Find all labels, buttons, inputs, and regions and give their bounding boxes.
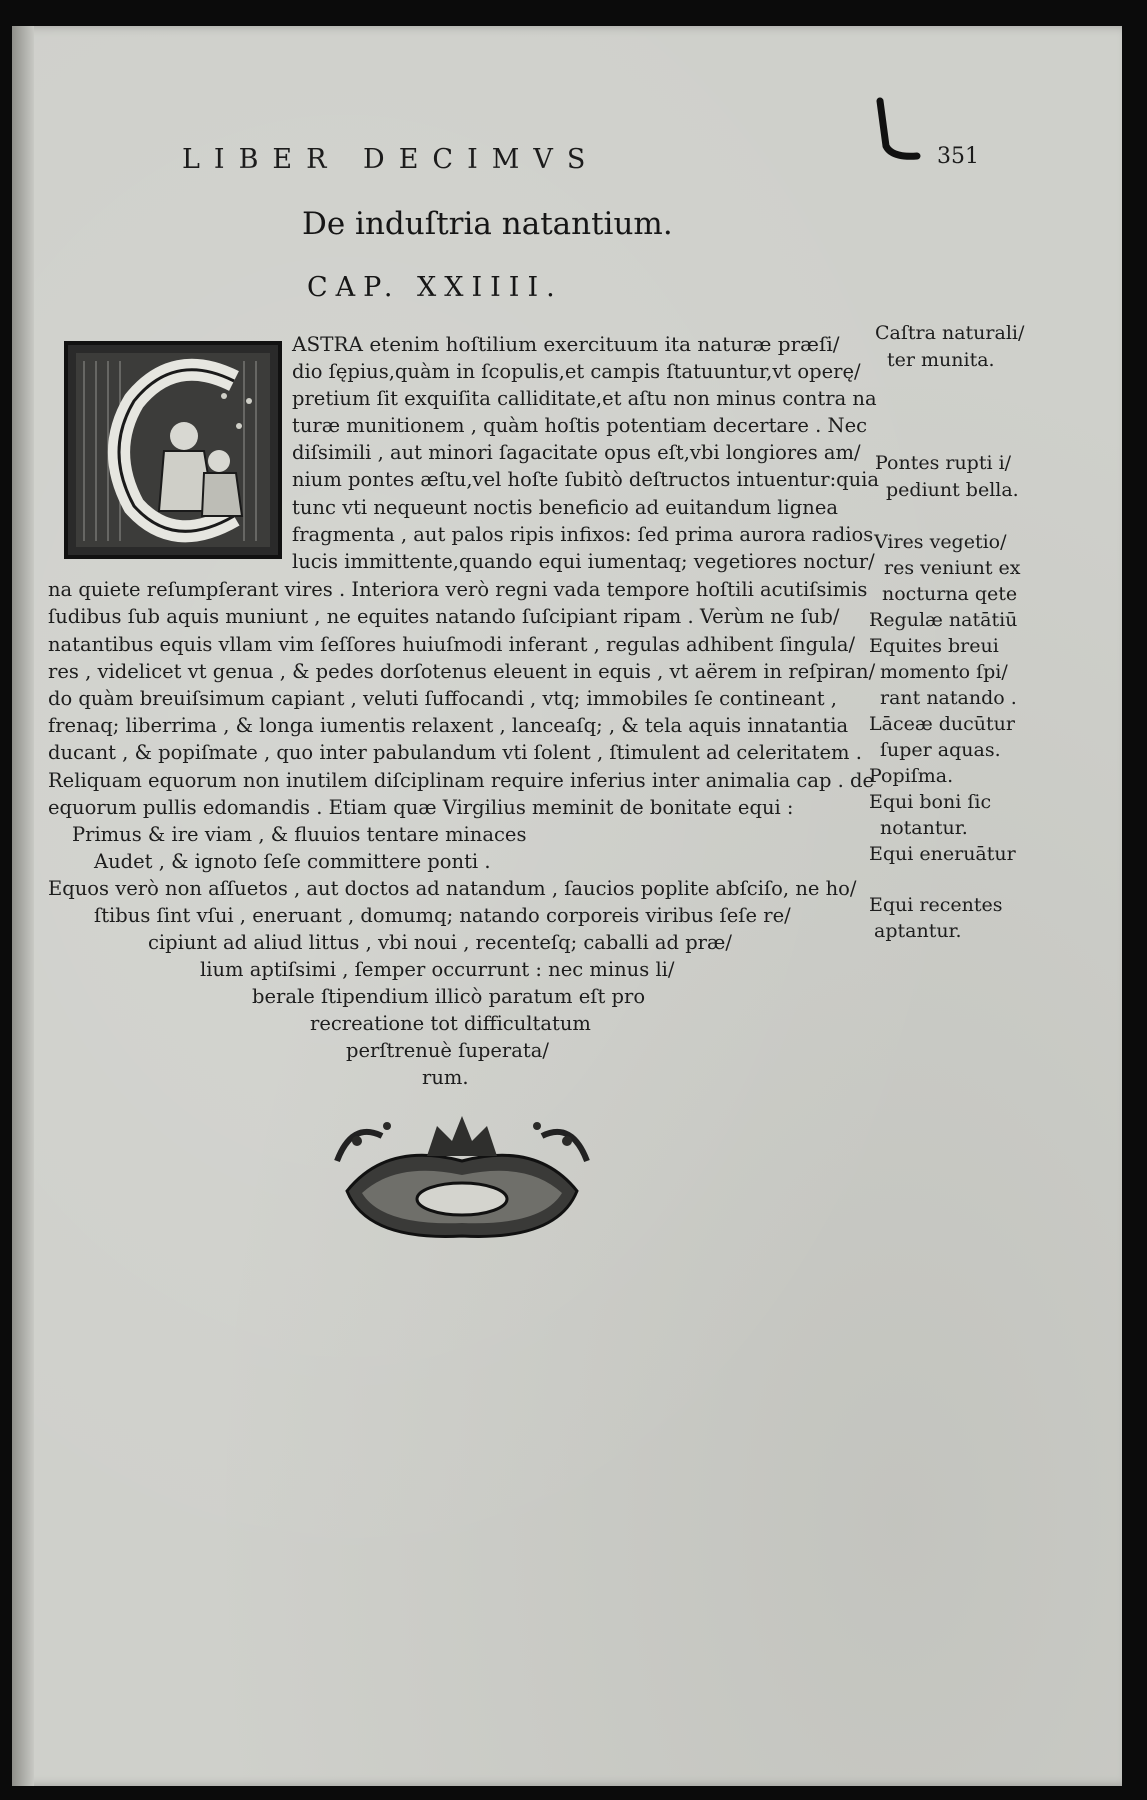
body-line: rum.	[422, 1066, 469, 1089]
chapter-heading: CAP. XXIIII.	[307, 272, 563, 303]
body-line: ducant , & popiſmate , quo inter pabulandum vti ſolent , ſtimulent ad celeritatem .	[48, 741, 862, 764]
body-line: dio ſępius,quàm in ſcopulis,et campis ſtatuuntur,vt operę/	[292, 360, 861, 383]
margin-note: Equi eneruātur	[869, 843, 1016, 865]
margin-note: Caſtra naturali/	[875, 322, 1025, 344]
body-line: pretium ſit exquiſita calliditate,et aſtu non minus contra na	[292, 387, 877, 410]
margin-note: Lāceæ ducūtur	[869, 713, 1015, 735]
body-line: ſudibus ſub aquis muniunt , ne equites natando ſuſcipiant ripam . Verùm ne ſub/	[48, 605, 840, 628]
margin-note: aptantur.	[874, 920, 962, 942]
body-line: turæ munitionem , quàm hoſtis potentiam decertare . Nec	[292, 414, 868, 437]
margin-note: rant natando .	[880, 687, 1017, 709]
book-page	[12, 26, 1122, 1786]
body-line: perſtrenuè ſuperata/	[346, 1039, 549, 1062]
margin-note: Vires vegetio/	[874, 531, 1007, 553]
margin-note: pediunt bella.	[886, 479, 1019, 501]
margin-note: Regulæ natātiū	[869, 609, 1018, 631]
body-line: recreatione tot difficultatum	[310, 1012, 591, 1035]
body-line: ſtibus ſint vſui , eneruant , domumq; natando corporeis viribus ſeſe re/	[94, 904, 791, 927]
body-line: fragmenta , aut palos ripis infixos: ſed prima aurora radios	[292, 523, 874, 546]
body-line: equorum pullis edomandis . Etiam quæ Virgilius meminit de bonitate equi :	[48, 796, 794, 819]
margin-note: ter munita.	[887, 349, 995, 371]
body-line: diſsimili , aut minori ſagacitate opus eſt,vbi longiores am/	[292, 441, 861, 464]
body-line: tunc vti nequeunt noctis beneficio ad euitandum lignea	[292, 496, 838, 519]
page-number: 351	[937, 144, 979, 169]
body-line: na quiete reſumpſerant vires . Interiora verò regni vada tempore hoſtili acutiſsimis	[48, 578, 868, 601]
ink-mark-icon	[872, 96, 932, 166]
tailpiece-ornament-icon	[327, 1101, 597, 1251]
margin-note: nocturna qete	[882, 583, 1018, 605]
margin-note: ſuper aquas.	[880, 739, 1001, 761]
margin-note: Pontes rupti i/	[875, 452, 1012, 474]
body-line: cipiunt ad aliud littus , vbi noui , recenteſq; caballi ad præ/	[148, 931, 732, 954]
body-line: lium aptiſsimi , ſemper occurrunt : nec minus li/	[200, 958, 675, 981]
body-line: lucis immittente,quando equi iumentaq; vegetiores noctur/	[292, 550, 875, 573]
page-title: De induſtria natantium.	[302, 206, 673, 242]
woodcut-initial-icon	[64, 341, 282, 559]
body-line: Equos verò non aſſuetos , aut doctos ad natandum , ſaucios poplite abſciſo, ne ho/	[48, 877, 857, 900]
margin-note: Equites breui	[869, 635, 999, 657]
margin-note: notantur.	[880, 817, 968, 839]
verse-line: Audet , & ignoto ſeſe committere ponti .	[94, 850, 491, 873]
page-gutter	[12, 26, 34, 1786]
body-line: Reliquam equorum non inutilem diſciplinam require inferius inter animalia cap . de	[48, 769, 875, 792]
margin-note: res veniunt ex	[884, 557, 1021, 579]
body-line: nium pontes æſtu,vel hoſte ſubitò deſtructos intuentur:quia	[292, 468, 880, 491]
margin-note: Equi recentes	[869, 894, 1003, 916]
body-line: do quàm breuiſsimum capiant , veluti ſuffocandi , vtq; immobiles ſe contineant ,	[48, 687, 837, 710]
body-line: res , videlicet vt genua , & pedes dorſotenus eleuent in equis , vt aërem in reſpiran/	[48, 660, 876, 683]
running-head: LIBER DECIMVS	[182, 144, 600, 175]
verse-line: Primus & ire viam , & fluuios tentare minaces	[72, 823, 527, 846]
body-line: ASTRA etenim hoſtilium exercituum ita naturæ præſi/	[292, 332, 840, 356]
margin-note: momento ſpi/	[880, 661, 1008, 683]
body-line: frenaq; liberrima , & longa iumentis relaxent , lanceaſq; , & tela aquis innatantia	[48, 714, 849, 737]
margin-note: Popiſma.	[869, 765, 954, 787]
margin-note: Equi boni ſic	[869, 791, 992, 813]
body-line: berale ſtipendium illicò paratum eſt pro	[252, 985, 646, 1008]
body-line: natantibus equis vllam vim ſeſſores huiuſmodi inferant , regulas adhibent ſingula/	[48, 633, 856, 656]
